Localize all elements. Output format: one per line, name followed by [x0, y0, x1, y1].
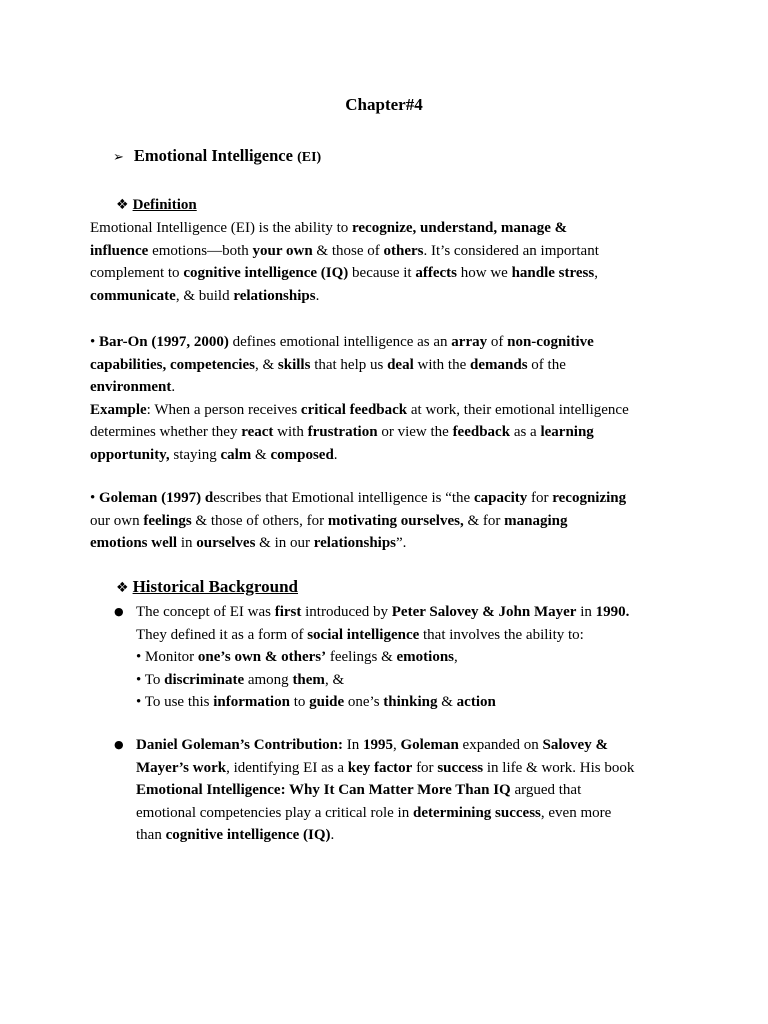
bold-text: skills — [277, 356, 311, 373]
bold-text: thinking — [383, 694, 438, 711]
historical-item-text — [136, 601, 694, 714]
bullet-dot-icon: ● — [114, 605, 124, 618]
text-line: emotions well in ourselves & in our relationships”. — [90, 535, 407, 552]
bold-text: Goleman — [400, 737, 459, 753]
definition-paragraph — [90, 217, 690, 307]
bold-text: emotions well — [90, 535, 178, 552]
bold-text: composed — [270, 446, 334, 463]
arrow-bullet-icon: ➢ — [113, 150, 124, 165]
bold-text: Salovey & — [542, 737, 608, 753]
text-line: complement to cognitive intelligence (IQ) because it affects how we handle stress, — [90, 265, 598, 282]
bold-text: critical feedback — [300, 401, 408, 418]
section-heading-title: Emotional Intelligence — [133, 146, 293, 165]
bold-text: deal — [387, 356, 414, 373]
bullet-dot-icon: ● — [114, 738, 124, 751]
bold-text: 1990. — [595, 604, 630, 620]
text-line: • Monitor one’s own & others’ feelings & emotions, — [136, 649, 458, 666]
section-heading — [113, 146, 321, 166]
text-line: • To discriminate among them, & — [136, 671, 345, 688]
chapter-title: Chapter#4 — [345, 95, 423, 114]
bold-text: ourselves — [196, 535, 256, 552]
bold-text: Emotional Intelligence: Why It Can Matter More Than IQ — [136, 782, 511, 799]
bold-text: others — [383, 242, 424, 259]
text-line: environment. — [90, 379, 176, 396]
historical-item-2 — [114, 734, 694, 847]
bold-text: calm — [220, 446, 252, 463]
text-line: • Bar-On (1997, 2000) defines emotional intelligence as an array of non-cognitive — [90, 334, 594, 350]
text-line: Emotional Intelligence: Why It Can Matter More Than IQ argued that — [136, 782, 582, 799]
text-line: determines whether they react with frustration or view the feedback as a learning — [90, 424, 594, 441]
bold-text: cognitive intelligence (IQ) — [183, 265, 349, 282]
text-line: Example: When a person receives critical feedback at work, their emotional intelligence — [90, 401, 629, 418]
diamond-bullet-icon: ❖ — [116, 580, 129, 596]
bold-text: react — [241, 424, 274, 441]
text-line: They defined it as a form of social intelligence that involves the ability to: — [136, 626, 584, 643]
bold-text: social intelligence — [307, 626, 420, 643]
bold-text: cognitive intelligence (IQ) — [165, 827, 331, 844]
bold-text: feelings — [143, 512, 192, 529]
bold-text: influence — [90, 242, 149, 259]
bold-text: frustration — [307, 424, 378, 441]
bold-text: guide — [309, 694, 345, 711]
bold-text: key factor — [347, 759, 413, 776]
text-line: Emotional Intelligence (EI) is the ability to recognize, understand, manage & — [90, 220, 568, 236]
bold-text: motivating ourselves, — [327, 512, 464, 529]
definition-heading-text: Definition — [132, 197, 197, 213]
bold-text: environment — [90, 379, 172, 396]
text-line: influence emotions—both your own & those of others. It’s considered an important — [90, 242, 599, 259]
bold-text: Bar-On (1997, 2000) — [99, 334, 229, 350]
bold-text: demands — [470, 356, 528, 373]
bold-text: learning — [540, 424, 594, 441]
definition-heading — [116, 197, 197, 214]
bold-text: Daniel Goleman’s Contribution: — [136, 737, 343, 753]
bold-text: opportunity, — [90, 446, 170, 463]
bold-text: discriminate — [164, 671, 245, 688]
bold-text: affects — [415, 265, 457, 282]
bold-text: emotions — [396, 649, 455, 666]
bold-text: Peter Salovey & John Mayer — [391, 604, 577, 620]
text-line: our own feelings & those of others, for motivating ourselves, & for managing — [90, 512, 568, 529]
text-line: opportunity, staying calm & composed. — [90, 446, 338, 463]
text-line: capabilities, competencies, & skills that help us deal with the demands of the — [90, 356, 566, 373]
historical-item-text — [136, 734, 694, 847]
bold-text: action — [456, 694, 496, 711]
bold-text: array — [451, 334, 488, 350]
bold-text: success — [437, 759, 484, 776]
bold-text: information — [213, 694, 290, 711]
bold-text: your own — [252, 242, 313, 259]
text-line: Mayer’s work, identifying EI as a key factor for success in life & work. His book — [136, 759, 635, 776]
diamond-bullet-icon: ❖ — [116, 197, 129, 213]
section-heading-abbr: (EI) — [297, 150, 322, 165]
bold-text: recognize, understand, manage & — [352, 220, 568, 236]
bold-text: 1995 — [362, 737, 393, 753]
text-line: • Goleman (1997) describes that Emotional intelligence is “the capacity for recognizing — [90, 490, 627, 506]
historical-heading — [116, 577, 298, 597]
bold-text: capabilities, competencies — [90, 356, 255, 373]
text-line: than cognitive intelligence (IQ). — [136, 827, 335, 844]
bold-text: them — [292, 671, 325, 688]
bold-text: one’s own & others’ — [197, 649, 327, 666]
bold-text: Example — [90, 401, 147, 418]
text-line: • To use this information to guide one’s thinking & action — [136, 694, 496, 711]
bold-text: relationships — [233, 287, 316, 304]
bold-text: managing — [504, 512, 568, 529]
bold-text: non-cognitive — [507, 334, 594, 350]
bold-text: handle stress — [511, 265, 595, 282]
bold-text: recognizing — [552, 490, 627, 506]
bold-text: communicate — [90, 287, 176, 304]
historical-heading-text: Historical Background — [132, 577, 299, 596]
baron-paragraph — [90, 331, 690, 467]
bold-text: capacity — [473, 490, 528, 506]
historical-item-1 — [114, 601, 694, 714]
bold-text: relationships — [313, 535, 397, 552]
bold-text: Goleman (1997) d — [99, 490, 214, 506]
bold-text: first — [274, 604, 302, 620]
bold-text: determining success — [412, 804, 541, 821]
text-line: communicate, & build relationships. — [90, 287, 320, 304]
bold-text: feedback — [452, 424, 511, 441]
goleman-paragraph — [90, 487, 690, 555]
text-line: The concept of EI was first introduced by Peter Salovey & John Mayer in 1990. — [136, 604, 630, 620]
bold-text: Mayer’s work — [136, 759, 227, 776]
text-line: Daniel Goleman’s Contribution: In 1995, Goleman expanded on Salovey & — [136, 737, 608, 753]
text-line: emotional competencies play a critical role in determining success, even more — [136, 804, 612, 821]
